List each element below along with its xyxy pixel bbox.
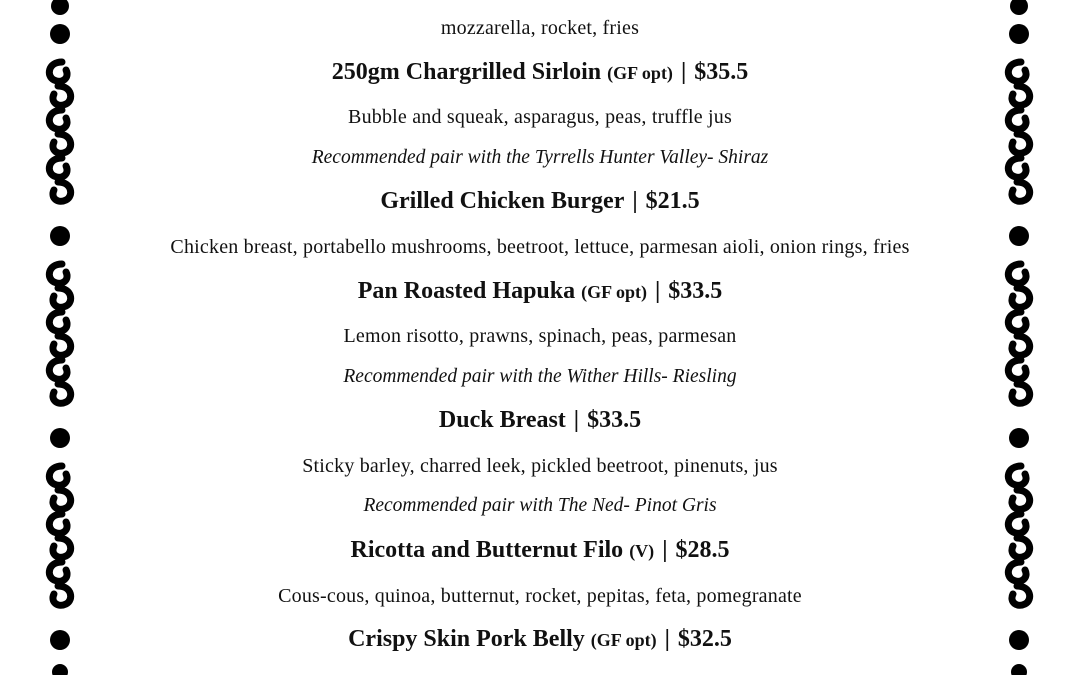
dietary-tag: (GF opt) xyxy=(590,630,657,650)
left-ornamental-border xyxy=(40,0,80,675)
dish-description: Sticky barley, charred leek, pickled beetroot, pinenuts, jus xyxy=(302,455,778,477)
dish-title xyxy=(110,59,970,86)
price-separator: | xyxy=(664,626,670,652)
dish-price: $35.5 xyxy=(694,59,749,85)
dish-price: $21.5 xyxy=(645,188,700,214)
dish-price: $28.5 xyxy=(675,537,730,563)
dish-name: Pan Roasted Hapuka xyxy=(357,278,576,304)
price-separator: | xyxy=(632,188,638,214)
wine-pairing: Recommended pair with the Wither Hills- Riesling xyxy=(343,366,737,387)
dietary-tag: (GF opt) xyxy=(607,63,673,83)
scroll-ornament-icon xyxy=(40,0,80,675)
wine-pairing: Recommended pair with The Ned- Pinot Gris xyxy=(363,495,717,516)
dish-name: 250gm Chargrilled Sirloin xyxy=(331,59,602,85)
dietary-tag: (V) xyxy=(629,541,655,561)
dish-name: Crispy Skin Pork Belly xyxy=(348,626,585,652)
dish-description: Cous-cous, quinoa, butternut, rocket, pepitas, feta, pomegranate xyxy=(278,585,802,607)
dish-title xyxy=(110,188,970,215)
dish-title xyxy=(110,278,970,305)
dish-name: Duck Breast xyxy=(438,407,566,433)
price-separator: | xyxy=(573,407,580,433)
dish-price: $33.5 xyxy=(668,278,723,304)
dish-title xyxy=(110,407,970,434)
dish-title xyxy=(110,626,970,653)
dish-description: Lemon risotto, prawns, spinach, peas, parmesan xyxy=(343,325,737,347)
dish-price: $32.5 xyxy=(677,626,732,652)
dish-description: Chicken breast, portabello mushrooms, beetroot, lettuce, parmesan aioli, onion rings, fries xyxy=(170,236,910,258)
right-ornamental-border xyxy=(999,0,1039,675)
dish-name: Ricotta and Butternut Filo xyxy=(350,537,624,563)
dish-price: $33.5 xyxy=(587,407,642,433)
dish-name: Grilled Chicken Burger xyxy=(380,188,625,214)
scroll-ornament-icon xyxy=(999,0,1039,675)
price-separator: | xyxy=(654,278,661,304)
price-separator: | xyxy=(680,59,687,85)
price-separator: | xyxy=(662,537,668,563)
dietary-tag: (GF opt) xyxy=(581,282,647,302)
wine-pairing: Recommended pair with the Tyrrells Hunter Valley- Shiraz xyxy=(311,147,769,168)
dish-description: mozzarella, rocket, fries xyxy=(440,17,640,39)
dish-title xyxy=(110,537,970,564)
dish-description: Bubble and squeak, asparagus, peas, truffle jus xyxy=(348,106,732,128)
